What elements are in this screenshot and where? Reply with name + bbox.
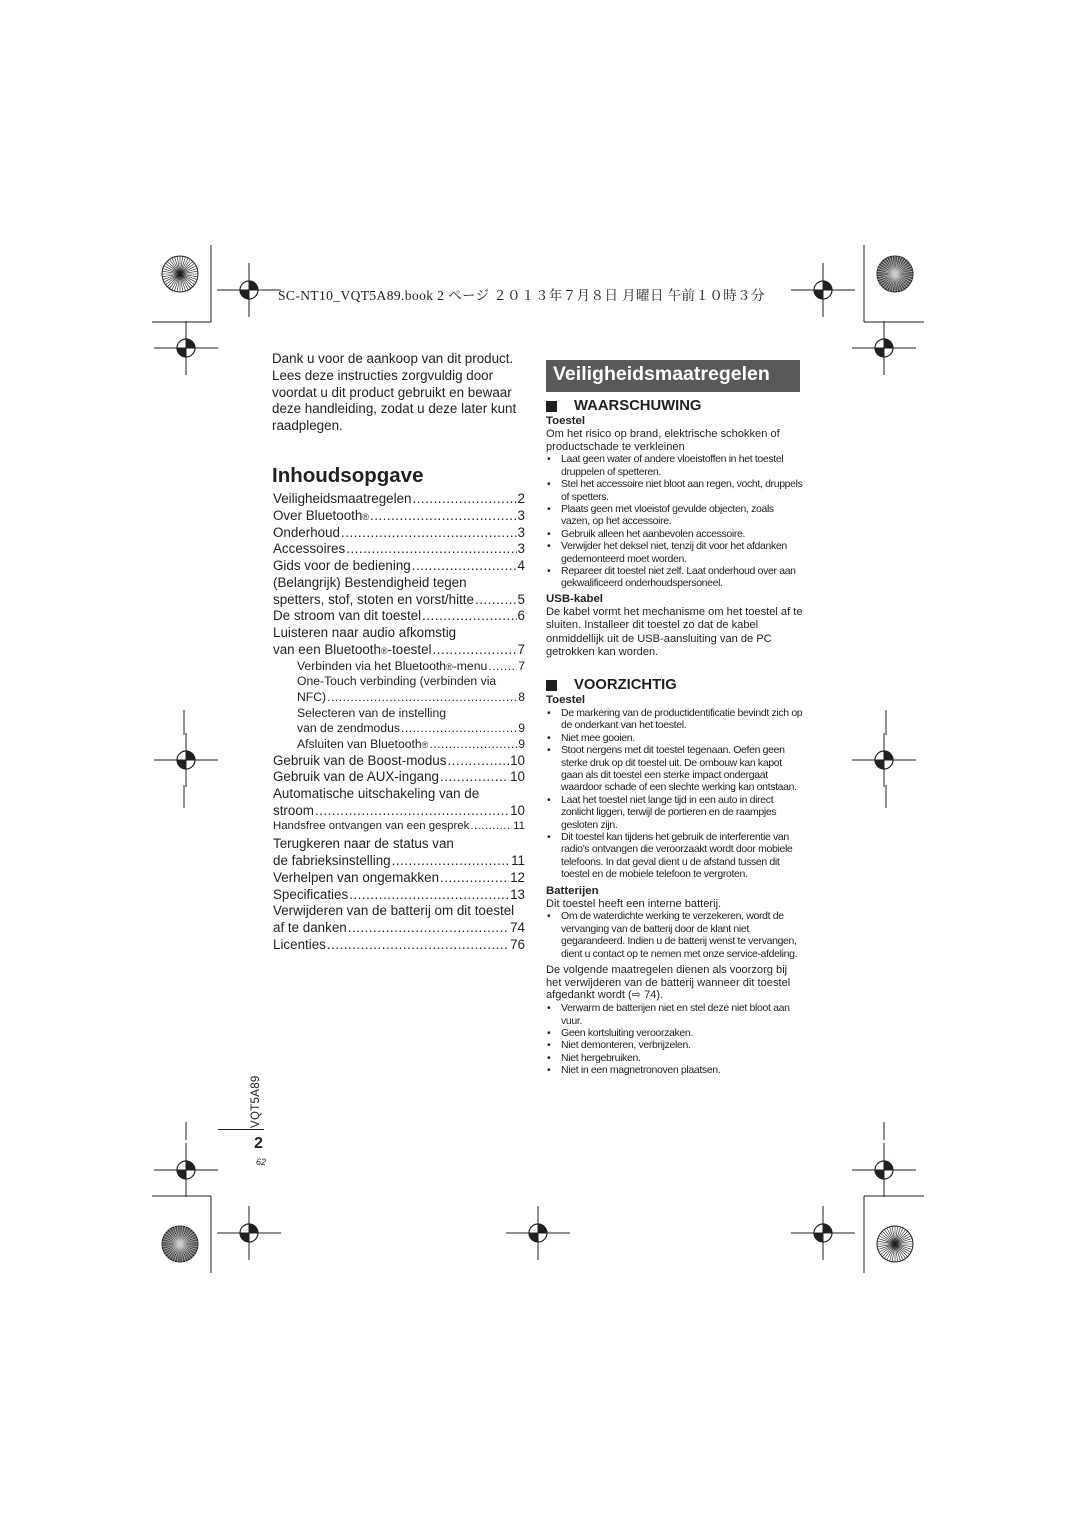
- toc-entry[interactable]: Over Bluetooth ® ..... 3: [273, 508, 525, 525]
- toc-entry-page: 9: [518, 721, 525, 736]
- toc-entry-page: 3: [517, 507, 525, 523]
- divider: [218, 1129, 264, 1130]
- toc-entry-label: Gebruik van de AUX-ingang: [273, 769, 439, 785]
- toc-entry-label: de fabrieksinstelling: [273, 853, 391, 869]
- toc-entry-page: 3: [517, 524, 525, 540]
- toc-entry-label-suffix: -menu: [452, 658, 488, 673]
- toc-entry-label: Verwijderen van de batterij om dit toestel: [273, 903, 515, 919]
- list-item: • Niet mee gooien.: [546, 732, 804, 744]
- toc-entry[interactable]: [273, 625, 525, 642]
- list-item: • Plaats geen met vloeistof gevulde objecten, zoals vazen, op het accessoire.: [546, 503, 804, 528]
- toc-entry[interactable]: [273, 836, 525, 853]
- toc-entry[interactable]: [273, 887, 525, 904]
- list-item: • Niet in een magnetronoven plaatsen.: [546, 1064, 804, 1076]
- toc-entry[interactable]: [273, 903, 525, 920]
- list-item: • Stel het accessoire niet bloot aan regen, vocht, druppels of spetters.: [546, 478, 804, 503]
- toc-entry-label: Automatische uitschakeling van de: [273, 786, 480, 802]
- toc-entry[interactable]: [273, 558, 525, 575]
- toc-entry[interactable]: [273, 920, 525, 937]
- toc-entry-label: stroom: [273, 802, 314, 818]
- toc-leader-dots: [440, 870, 509, 885]
- toc-entry-page: 10: [510, 769, 525, 785]
- toc-entry[interactable]: [273, 491, 525, 508]
- toc-entry[interactable]: [273, 674, 525, 690]
- toc-entry[interactable]: [273, 853, 525, 870]
- toc-entry-label: van de zendmodus: [297, 721, 400, 736]
- toc-entry-page: 10: [510, 802, 525, 818]
- toestel-heading: Toestel: [546, 694, 586, 706]
- toc-entry-label: Accessoires: [273, 541, 346, 557]
- toc-entry-label: Verhelpen van ongemakken: [273, 869, 440, 885]
- toc-entry-label: Afsluiten van Bluetooth: [297, 736, 422, 751]
- list-item: • Niet hergebruiken.: [546, 1052, 804, 1064]
- toc-entry-label: Terugkeren naar de status van: [273, 836, 454, 852]
- toc-entry-page: 2: [517, 491, 525, 506]
- toc-title: Inhoudsopgave: [272, 464, 424, 487]
- toc-entry-label: Gids voor de bediening: [273, 558, 411, 573]
- toc-entry-label: Luisteren naar audio afkomstig: [273, 625, 457, 640]
- list-item: • Geen kortsluiting veroorzaken.: [546, 1027, 804, 1039]
- toc-entry-label: Over Bluetooth: [273, 507, 363, 523]
- toc-leader-dots: [422, 608, 516, 623]
- toc-leader-dots: [440, 769, 509, 784]
- toc-entry-label: Handsfree ontvangen van een gesprek: [273, 819, 470, 832]
- list-item: • Dit toestel kan tijdens het gebruik de interferentie van radio’s ontvangen die veroorzaakt wordt door mobiele telefoons. In dat geval dient u de afstand tussen dit toestel en de mobiele telefoon te vergroten.: [546, 831, 804, 881]
- toc-entry-page: 9: [518, 736, 525, 751]
- toestel-intro: Om het risico op brand, elektrische schokken of productschade te verkleinen: [546, 428, 780, 453]
- toc-entry-label: De stroom van dit toestel: [273, 608, 422, 624]
- toc-entry[interactable]: [273, 820, 525, 837]
- warning-heading: [546, 397, 804, 415]
- list-item: • Stoot nergens met dit toestel tegenaan. Oefen geen sterke druk op dit toestel uit. De ombouw kan kapot gaan als dit toestel een sterke impact ondergaat waardoor schade of een slechte werking kan ontstaan.: [546, 744, 804, 794]
- toc-entry-label: One-Touch verbinding (verbinden via: [297, 674, 497, 689]
- intro-paragraph: Dank u voor de aankoop van dit product. Lees deze instructies zorgvuldig door voordat u dit product gebruikt en bewaar deze handleiding, zodat u deze later kunt raadplegen.: [272, 351, 517, 434]
- toc-entry-label: spetters, stof, stoten en vorst/hitte: [273, 591, 474, 607]
- list-item: • Verwijder het deksel niet, tenzij dit voor het afdanken gedemonteerd moet worden.: [546, 540, 804, 565]
- list-item: • Niet demonteren, verbrijzelen.: [546, 1039, 804, 1051]
- batterijen-heading: Batterijen: [546, 884, 599, 897]
- toc-entry-label: NFC): [297, 689, 327, 704]
- caution-heading-text: VOORZICHTIG: [574, 676, 677, 693]
- toc-leader-dots: [412, 491, 516, 506]
- list-item: • De markering van de productidentificatie bevindt zich op de onderkant van het toestel.: [546, 707, 804, 732]
- toc-leader-dots: [429, 737, 517, 751]
- battery-list: [546, 910, 804, 960]
- toc-entry-page: 4: [517, 558, 525, 573]
- model-code: VQT5A89: [250, 1075, 262, 1128]
- toc-entry-label: Veiligheidsmaatregelen: [273, 491, 412, 506]
- section-title-banner: Veiligheidsmaatregelen: [546, 360, 800, 392]
- toc-entry[interactable]: [273, 541, 525, 558]
- caution-section: [546, 676, 804, 1077]
- toc-entry-page: 3: [517, 541, 525, 557]
- toc-entry[interactable]: [273, 690, 525, 706]
- table-of-contents: [273, 491, 525, 954]
- toc-entry-label-suffix: -toestel: [387, 641, 432, 657]
- toc-entry-page: 6: [517, 608, 525, 624]
- toc-leader-dots: [412, 558, 517, 573]
- toc-entry[interactable]: van een Bluetooth ® -toestel ..... 7: [273, 642, 525, 659]
- toc-entry-label: Gebruik van de Boost-modus: [273, 752, 447, 768]
- usb-heading: USB-kabel: [546, 592, 603, 605]
- toc-entry-page: 11: [513, 819, 525, 832]
- batterijen-intro: Dit toestel heeft een interne batterij.: [546, 897, 722, 910]
- list-item: • Om de waterdichte werking te verzekeren, wordt de vervanging van de batterij door de klant niet gegarandeerd. Indien u de batterij wenst te vervangen, dient u contact op te nemen met onze service-afdeling.: [546, 910, 804, 960]
- toc-entry-page: 7: [517, 641, 525, 657]
- toc-entry-label: Selecteren van de instelling: [297, 705, 447, 720]
- toc-entry[interactable]: [273, 753, 525, 770]
- toc-entry[interactable]: Afsluiten van Bluetooth ® ..... 9: [273, 737, 525, 753]
- usb-text: De kabel vormt het mechanisme om het toestel af te sluiten. Installeer dit toestel zo dat de kabel onmiddellijk uit de USB-aansluiting van de PC getrokken kan worden.: [546, 605, 803, 659]
- toc-entry[interactable]: [273, 575, 525, 592]
- list-item: • Verwarm de batterijen niet en stel deze niet bloot aan vuur.: [546, 1002, 804, 1027]
- black-square-icon: [546, 401, 557, 412]
- toc-leader-dots: [327, 690, 517, 704]
- toc-entry[interactable]: [273, 937, 525, 954]
- caution-list: [546, 707, 804, 881]
- toc-entry-label: Licenties: [273, 936, 326, 952]
- toc-entry[interactable]: [273, 706, 525, 722]
- toc-entry-page: 13: [510, 886, 525, 902]
- battery-disposal-list: [546, 1002, 804, 1076]
- toc-leader-dots: [447, 753, 509, 768]
- toc-leader-dots: [370, 508, 517, 523]
- toc-entry[interactable]: [273, 721, 525, 737]
- warning-heading-text: WAARSCHUWING: [574, 397, 702, 414]
- battery-disposal-text: De volgende maatregelen dienen als voorzorg bij het verwijderen van de batterij wanneer dit toestel afgedankt wordt (⇨ 74).: [546, 964, 791, 1002]
- toc-leader-dots: [341, 525, 517, 540]
- toc-leader-dots: [348, 920, 509, 935]
- list-item: • Gebruik alleen het aanbevolen accessoire.: [546, 528, 804, 540]
- toc-leader-dots: [392, 853, 510, 868]
- toc-entry-page: 8: [518, 689, 525, 704]
- page-number: 2: [254, 1135, 263, 1152]
- toc-entry-label: (Belangrijk) Bestendigheid tegen: [273, 574, 467, 590]
- toc-entry-label: van een Bluetooth: [273, 641, 381, 657]
- caution-heading: [546, 676, 804, 694]
- black-square-icon: [546, 680, 557, 691]
- toc-entry-label: Specificaties: [273, 886, 349, 902]
- toc-entry[interactable]: [273, 803, 525, 820]
- toc-leader-dots: [470, 820, 512, 832]
- toc-entry[interactable]: [273, 870, 525, 887]
- toc-leader-dots: [433, 642, 517, 657]
- toc-entry-page: 10: [510, 752, 525, 768]
- toc-entry-label: Verbinden via het Bluetooth: [297, 658, 447, 673]
- print-header: SC-NT10_VQT5A89.book 2 ページ ２０１３年７月８日 月曜日 午前１０時３分: [278, 288, 765, 303]
- toc-leader-dots: [315, 803, 509, 818]
- list-item: • Laat het toestel niet lange tijd in een auto in direct zonlicht liggen, terwijl de portieren en de raampjes gesloten zijn.: [546, 794, 804, 831]
- toc-leader-dots: [327, 937, 509, 952]
- toc-entry[interactable]: Verbinden via het Bluetooth ® -menu ..... 7: [273, 659, 525, 675]
- toc-leader-dots: [475, 592, 517, 607]
- absolute-page-number: 62: [256, 1157, 267, 1167]
- toc-entry-label: Onderhoud: [273, 524, 341, 540]
- toc-entry-page: 76: [510, 936, 525, 952]
- toc-entry-page: 5: [517, 591, 525, 607]
- warning-list: [546, 453, 804, 589]
- toc-leader-dots: [488, 659, 517, 673]
- list-item: • Repareer dit toestel niet zelf. Laat onderhoud over aan gekwalificeerd onderhoudspersoneel.: [546, 565, 804, 590]
- toc-entry[interactable]: [273, 786, 525, 803]
- toc-entry[interactable]: [273, 769, 525, 786]
- toc-leader-dots: [401, 721, 517, 735]
- toc-entry-page: 74: [510, 920, 525, 936]
- toc-entry-page: 11: [511, 853, 525, 869]
- toc-leader-dots: [349, 887, 509, 902]
- list-item: • Laat geen water of andere vloeistoffen in het toestel druppelen of spetteren.: [546, 453, 804, 478]
- warning-section: [546, 397, 804, 660]
- toc-entry[interactable]: [273, 592, 525, 609]
- toc-entry[interactable]: [273, 525, 525, 542]
- toc-entry-page: 7: [518, 658, 525, 673]
- toc-entry[interactable]: [273, 608, 525, 625]
- toc-entry-page: 12: [510, 869, 525, 885]
- toc-entry-label: af te danken: [273, 920, 347, 936]
- toc-leader-dots: [346, 541, 516, 556]
- toestel-heading: Toestel: [546, 415, 586, 427]
